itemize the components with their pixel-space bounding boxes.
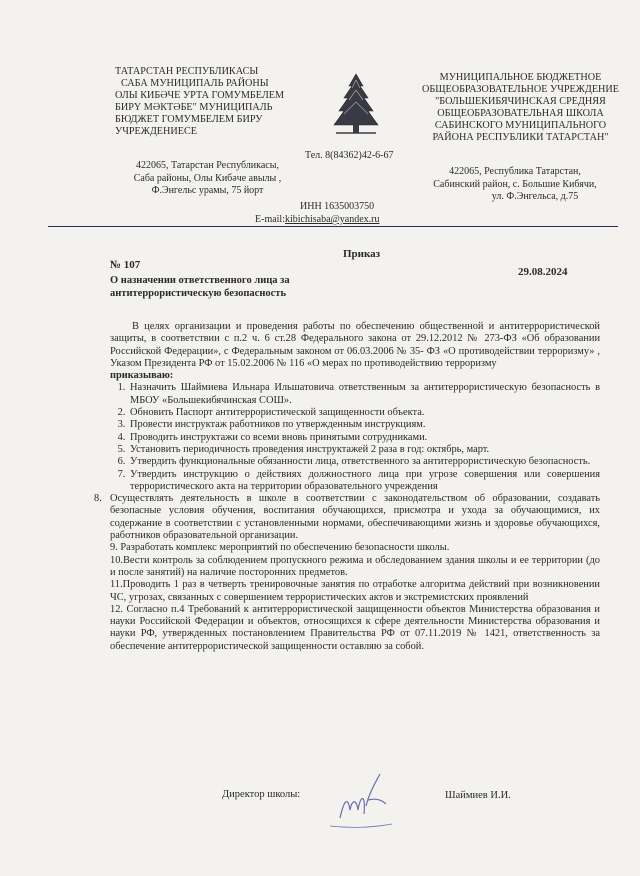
phone-number: Тел. 8(84362)42-6-67	[305, 150, 394, 161]
header-left-line: ТАТАРСТАН РЕСПУБЛИКАСЫ	[115, 66, 259, 77]
coat-of-arms-emblem	[330, 70, 382, 138]
header-left-line: ОЛЫ КИБӘЧЕ УРТА ГОМУМБЕЛЕМ	[115, 90, 285, 101]
order-item-12: 12. Согласно п.4 Требований к антитеррористической защищенности объектов Министерства образования и науки Российской Федерации и объектов, относящихся к сфере деятельности Министерства образования и науки РФ, утвержденных постановлением Правительства РФ от 07.11.2019 № 1421, ответственность за обеспечение антитеррористической защищенности оставляю за собой.	[110, 603, 600, 652]
address-right-line: Сабинский район, с. Большие Кибячи,	[433, 178, 597, 190]
order-item-11: 11.Проводить 1 раз в четверть тренировочные занятия по отработке алгоритма действий при возникновении ЧС, угрозах, связанных с совершением террористических актов и экстремистских проявлений	[110, 579, 600, 603]
order-item-9: 9. Разработать комплекс мероприятий по обеспечению безопасности школы.	[110, 542, 450, 554]
header-right-line: ОБЩЕОБРАЗОВАТЕЛЬНАЯ ШКОЛА	[437, 108, 604, 119]
signature-drawing	[300, 770, 410, 830]
director-label: Директор школы:	[222, 789, 301, 800]
order-body	[94, 321, 600, 653]
order-item: 4. Проводить инструктажи со всеми вновь принятыми сотрудниками.	[128, 432, 600, 444]
order-item: 1. Назначить Шаймиева Ильнара Ильшатовича ответственным за антитеррористическую безопасность в МБОУ «Большекибячинская СОШ».	[128, 382, 600, 407]
order-item-8-number: 8.	[94, 493, 102, 505]
order-date: 29.08.2024	[518, 266, 568, 278]
address-right	[410, 166, 620, 204]
order-item: 2. Обновить Паспорт антитеррористической защищенности объекта.	[128, 407, 600, 419]
email-link[interactable]: kibichisaba@yandex.ru	[285, 214, 380, 225]
order-item: 7. Утвердить инструкцию о действиях должностного лица при угрозе совершения или совершения террористического акта на территории образовательного учреждения	[128, 469, 600, 494]
order-item: 5. Установить периодичность проведения инструктажей 2 раза в год: октябрь, март.	[128, 444, 600, 456]
header-right-line: РАЙОНА РЕСПУБЛИКИ ТАТАРСТАН"	[432, 132, 609, 143]
header-left-tatar	[115, 66, 315, 138]
header-left-line: УЧРЕЖДЕНИЕСЕ	[115, 126, 197, 137]
header-right-russian	[408, 72, 633, 144]
header-right-line: МУНИЦИПАЛЬНОЕ БЮДЖЕТНОЕ	[439, 72, 602, 83]
address-left	[100, 160, 315, 198]
order-number: № 107	[110, 259, 141, 271]
address-left-line: Ф.Энгельс урамы, 75 йорт	[151, 185, 264, 196]
header-right-line: САБИНСКОГО МУНИЦИПАЛЬНОГО	[434, 120, 607, 131]
header-left-line: БИРҮ МӘКТӘБЕ" МУНИЦИПАЛЬ	[115, 102, 273, 113]
orders-word: приказываю:	[110, 370, 174, 382]
address-left-line: Саба районы, Олы Кибәче авылы ,	[133, 172, 282, 184]
email-label: E-mail:	[255, 214, 285, 225]
order-title: Приказ	[343, 248, 381, 260]
preamble: В целях организации и проведения работы по обеспечению общественной и антитеррористической защиты, в соответствии с п.2 ч. 6 ст.28 Федерального закона от 29.12.2012 № 273-ФЗ «Об образовании Российской Федерации», с Федеральным законом от 06.03.2006 № 35- ФЗ «О противодействии терроризму» , Указом Президента РФ от 15.02.2006 № 116 «О мерах по противодействию терроризму	[110, 321, 600, 369]
order-item-8	[94, 493, 600, 542]
header-right-line: ОБЩЕОБРАЗОВАТЕЛЬНОЕ УЧРЕЖДЕНИЕ	[422, 84, 619, 95]
address-right-line: 422065, Республика Татарстан,	[449, 166, 581, 177]
director-name: Шаймиев И.И.	[445, 790, 511, 801]
order-items-list	[110, 382, 600, 493]
header-left-line: БЮДЖЕТ ГОМУМБЕЛЕМ БИРУ	[115, 114, 263, 125]
header-right-line: "БОЛЬШЕКИБЯЧИНСКАЯ СРЕДНЯЯ	[435, 96, 606, 107]
inn-number: ИНН 1635003750	[300, 201, 375, 212]
header-left-line: САБА МУНИЦИПАЛЬ РАЙОНЫ	[121, 78, 269, 89]
address-right-line: ул. Ф.Энгельса, д.75	[491, 191, 579, 202]
order-item-10: 10.Вести контроль за соблюдением пропускного режима и обследованием здания школы и ее территории (до и после занятий) на наличие посторонних предметов.	[110, 554, 600, 578]
email-line	[255, 214, 379, 225]
address-left-line: 422065, Татарстан Республикасы,	[136, 160, 279, 171]
order-item: 3. Провести инструктаж работников по утвержденным инструкциям.	[128, 419, 600, 431]
order-subject: О назначении ответственного лица за антитеррористическую безопасность	[110, 275, 290, 299]
header-divider	[48, 226, 618, 227]
order-item: 6. Утвердить функциональные обязанности лица, ответственного за антитеррористическую безопасность.	[128, 456, 600, 468]
order-item-8-text: Осуществлять деятельность в школе в соответствии с законодательством об образовании, создавать безопасные условия обучения, воспитания обучающихся, присмотра и ухода за обучающимися, их содержание в соответствии с установленными нормами, обеспечивающими жизнь и здоровье обучающихся, работников образовательной организации.	[110, 493, 600, 542]
